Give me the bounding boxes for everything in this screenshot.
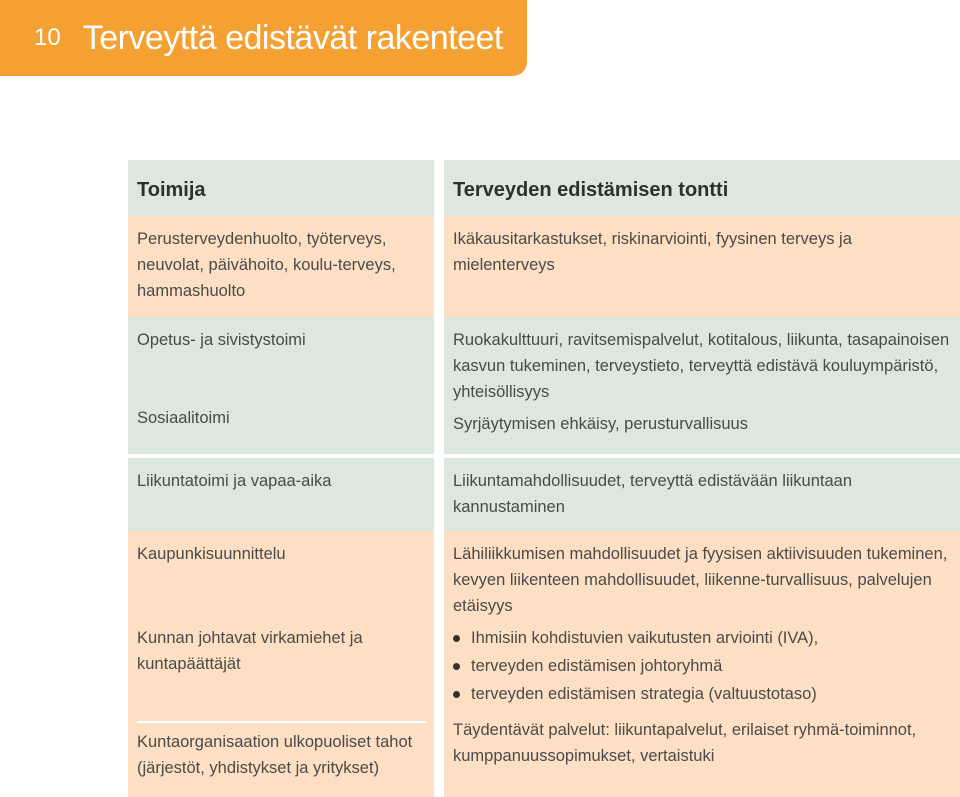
column-header-field: Terveyden edistämisen tontti xyxy=(444,160,960,216)
field-cell xyxy=(444,317,960,454)
field-text: Täydentävät palvelut: liikuntapalvelut, erilaiset ryhmä-toiminnot, kumppanuussopimukset, vertaistuki xyxy=(453,721,917,765)
actor-cell: Perusterveydenhuolto, työterveys, neuvolat, päivähoito, koulu-terveys, hammashuolto xyxy=(128,216,434,317)
table-row xyxy=(128,216,960,317)
field-cell xyxy=(444,621,960,713)
table-row xyxy=(128,317,960,454)
actor-cell: Kunnan johtavat virkamiehet ja kuntapäättäjät xyxy=(128,621,434,713)
page-header xyxy=(0,0,527,76)
table-row xyxy=(128,621,960,713)
field-text: Ruokakulttuuri, ravitsemispalvelut, kotitalous, liikunta, tasapainoisen kasvun tukeminen, terveystieto, terveyttä edistävä kouluympäristö, yhteisöllisyys xyxy=(453,331,950,401)
page-number: 10 xyxy=(34,24,61,51)
actor-cell: Kaupunkisuunnittelu xyxy=(128,531,434,621)
field-cell: Ikäkausitarkastukset, riskinarviointi, fyysinen terveys ja mielenterveys xyxy=(444,216,960,317)
column-header-actor: Toimija xyxy=(128,160,434,216)
list-item: terveyden edistämisen johtoryhmä xyxy=(453,653,952,681)
list-item: terveyden edistämisen strategia (valtuustotaso) xyxy=(453,681,952,709)
field-text: Syrjäytymisen ehkäisy, perusturvallisuus xyxy=(453,415,748,433)
actor-cell xyxy=(128,317,434,454)
table-row xyxy=(128,713,960,797)
page-title: Terveyttä edistävät rakenteet xyxy=(82,18,503,57)
actor-cell xyxy=(128,713,434,797)
actor-text: Opetus- ja sivistystoimi xyxy=(137,331,306,349)
actor-text: Kuntaorganisaation ulkopuoliset tahot (järjestöt, yhdistykset ja yritykset) xyxy=(137,721,426,781)
field-cell: Lähiliikkumisen mahdollisuudet ja fyysisen aktiivisuuden tukeminen, kevyen liikenteen mahdollisuudet, liikenne-turvallisuus, palvelujen etäisyys xyxy=(444,531,960,621)
bullet-list xyxy=(453,625,952,709)
table-row xyxy=(128,531,960,621)
list-item: Ihmisiin kohdistuvien vaikutusten arviointi (IVA), xyxy=(453,625,952,653)
table-header-row xyxy=(128,160,960,216)
table-row xyxy=(128,458,960,531)
field-cell xyxy=(444,713,960,797)
field-cell: Liikuntamahdollisuudet, terveyttä edistävään liikuntaan kannustaminen xyxy=(444,458,960,531)
actor-text: Sosiaalitoimi xyxy=(137,409,230,427)
actor-cell: Liikuntatoimi ja vapaa-aika xyxy=(128,458,434,531)
